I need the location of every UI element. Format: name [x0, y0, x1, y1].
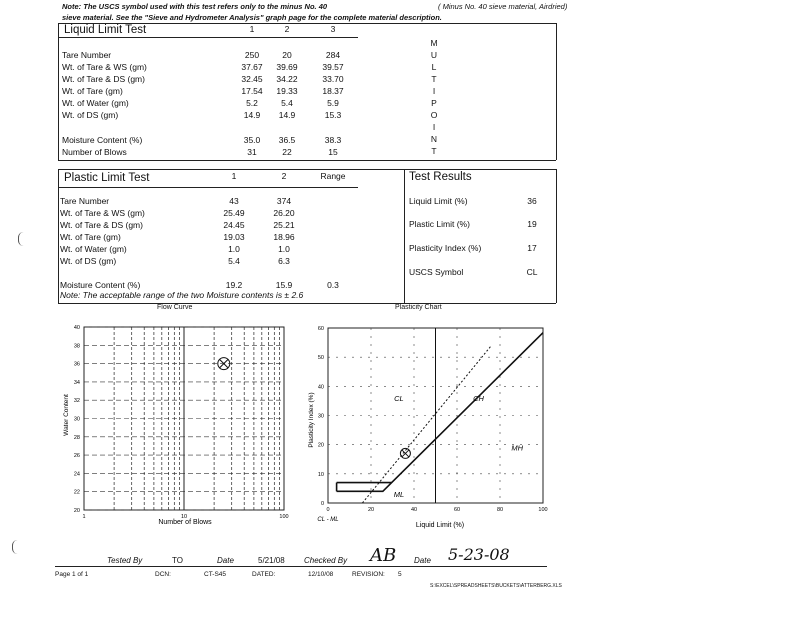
pc-xtick-label: 60 [453, 507, 461, 513]
pc-xtick-label: 100 [538, 507, 548, 513]
flow-ytick-label: 20 [73, 508, 80, 514]
file-path: S:\EXCEL\SPREADSHEETS\BUCKETS\ATTERBERG.XLS [430, 583, 562, 589]
dated-label: DATED: [252, 571, 276, 578]
checked-date-label: Date [414, 556, 431, 565]
ll-cell: 284 [325, 50, 341, 60]
pl-moisture-cell: 19.2 [225, 280, 243, 290]
test-result-value: 17 [527, 243, 537, 253]
pl-cell: 1.0 [278, 244, 290, 254]
plastic-limit-title: Plastic Limit Test [64, 172, 150, 184]
pl-row-label: Wt. of Water (gm) [60, 244, 127, 254]
pl-cell: 374 [276, 196, 292, 206]
pl-col-header: 1 [231, 171, 237, 181]
ll-cell: 19.33 [276, 86, 298, 96]
pl-cell: 43 [229, 196, 239, 206]
ll-row-label: Number of Blows [62, 147, 127, 157]
pl-cell: 25.21 [273, 220, 295, 230]
test-result-label: Plastic Limit (%) [409, 219, 470, 229]
ll-cell: 15 [328, 147, 338, 157]
pl-moisture-cell: 0.3 [327, 280, 339, 290]
flow-xlabel: Number of Blows [158, 519, 212, 525]
ll-col-header: 2 [284, 24, 290, 34]
ll-col-header: 3 [330, 24, 336, 34]
range-note: Note: The acceptable range of the two Moisture contents is ± 2.6 [60, 290, 304, 300]
multipoint-letter: N [430, 134, 438, 144]
ll-row-label: Moisture Content (%) [62, 135, 143, 145]
ll-cell: 5.9 [327, 98, 339, 108]
ll-cell: 5.2 [246, 98, 258, 108]
test-result-value: 19 [527, 219, 537, 229]
pc-ytick-label: 10 [317, 471, 324, 478]
pl-cell: 6.3 [278, 256, 290, 266]
pc-xtick-label: 20 [367, 507, 375, 513]
pl-moisture-label: Moisture Content (%) [60, 280, 141, 290]
flow-ytick-label: 22 [73, 489, 80, 496]
dated-value: 12/10/08 [308, 571, 334, 578]
pl-row-label: Tare Number [60, 196, 110, 206]
tested-by-label: Tested By [107, 556, 143, 565]
flow-ytick-label: 28 [73, 434, 80, 441]
pl-cell: 25.49 [223, 208, 245, 218]
plasticity-chart-title: Plasticity Chart [395, 304, 442, 311]
flow-xtick-label: 1 [82, 514, 86, 520]
doc-label: DCN: [155, 571, 171, 578]
test-result-label: Plasticity Index (%) [409, 243, 482, 253]
ll-cell: 34.22 [276, 74, 298, 84]
pc-ytick-label: 20 [317, 442, 324, 449]
pl-cell: 18.96 [273, 232, 295, 242]
pc-xtick-label: 40 [410, 507, 418, 513]
flow-ytick-label: 30 [73, 416, 80, 423]
note-line1-right: ( Minus No. 40 sieve material, Airdried) [438, 2, 568, 11]
pc-region-label: CH [473, 393, 484, 403]
checked-date: 5-23-08 [448, 545, 510, 564]
multipoint-letter: I [432, 86, 436, 96]
punch-hole-mark [12, 540, 23, 554]
flow-xtick-label: 100 [279, 514, 289, 520]
test-results-title: Test Results [409, 171, 472, 183]
flow-ytick-label: 36 [73, 361, 80, 368]
multipoint-letter: I [432, 122, 436, 132]
ll-cell: 35.0 [243, 135, 261, 145]
tested-by: TO [172, 556, 183, 565]
ll-cell: 39.57 [322, 62, 344, 72]
ll-cell: 15.3 [324, 110, 342, 120]
flow-xtick-label: 10 [180, 514, 188, 520]
test-result-label: USCS Symbol [409, 267, 464, 277]
pc-ytick-label: 50 [317, 355, 324, 362]
revision-label: REVISION: [352, 571, 385, 578]
pc-xtick-label: 0 [326, 507, 330, 513]
flow-ytick-label: 24 [73, 471, 80, 478]
pc-xtick-label: 80 [496, 507, 504, 513]
pc-u-line [362, 346, 491, 504]
ll-row-label: Tare Number [62, 50, 112, 60]
ll-row-label: Wt. of Tare & DS (gm) [62, 74, 145, 84]
pc-ytick-label: 40 [317, 384, 324, 391]
ll-cell: 250 [244, 50, 260, 60]
multipoint-letter: L [431, 62, 437, 72]
note-line1: Note: The USCS symbol used with this test refers only to the minus No. 40 [62, 2, 328, 11]
pl-cell: 24.45 [223, 220, 245, 230]
ll-cell: 31 [247, 147, 257, 157]
pc-ytick-label: 0 [320, 501, 324, 507]
pc-region-label: ML [393, 490, 405, 500]
multipoint-letter: P [431, 98, 437, 108]
ll-cell: 20 [282, 50, 292, 60]
liquid-limit-title: Liquid Limit Test [64, 24, 147, 36]
multipoint-letter: U [430, 50, 438, 60]
plasticity-chart [300, 315, 558, 533]
pc-region-label: CL - ML [317, 517, 339, 523]
checked-by-signature: AB [370, 545, 397, 566]
test-result-value: CL [526, 267, 538, 277]
date-label: Date [217, 556, 234, 565]
pc-ytick-label: 30 [317, 413, 324, 420]
flow-ytick-label: 38 [73, 343, 80, 350]
ll-cell: 5.4 [281, 98, 293, 108]
multipoint-letter: T [431, 74, 437, 84]
multipoint-letter: O [430, 110, 438, 120]
pc-region-label: MH [511, 443, 524, 453]
pc-ylabel: Plasticity Index (%) [308, 392, 315, 448]
page-number: Page 1 of 1 [55, 571, 89, 578]
pl-moisture-cell: 15.9 [275, 280, 293, 290]
flow-ytick-label: 40 [73, 325, 80, 331]
flow-ylabel: Water Content [63, 394, 70, 436]
ll-row-label: Wt. of Tare (gm) [62, 86, 123, 96]
pl-row-label: Wt. of Tare & WS (gm) [60, 208, 145, 218]
ll-cell: 18.37 [322, 86, 344, 96]
ll-col-header: 1 [249, 24, 255, 34]
ll-row-label: Wt. of Water (gm) [62, 98, 129, 108]
flow-ytick-label: 32 [73, 398, 80, 405]
pl-row-label: Wt. of Tare & DS (gm) [60, 220, 143, 230]
ll-cell: 22 [282, 147, 292, 157]
pc-ytick-label: 60 [317, 326, 324, 332]
pl-row-label: Wt. of DS (gm) [60, 256, 117, 266]
doc-number: CT-S45 [204, 571, 227, 578]
ll-cell: 14.9 [278, 110, 296, 120]
pl-col-header: Range [320, 171, 346, 181]
multipoint-letter: T [431, 146, 437, 156]
flow-curve-chart [55, 315, 300, 525]
pl-cell: 5.4 [228, 256, 240, 266]
ll-cell: 37.67 [241, 62, 263, 72]
ll-cell: 32.45 [241, 74, 263, 84]
pl-cell: 1.0 [228, 244, 240, 254]
pc-a-line [337, 333, 543, 492]
multipoint-letter: M [430, 38, 438, 48]
test-result-value: 36 [527, 196, 537, 206]
pc-xlabel: Liquid Limit (%) [415, 522, 465, 529]
flow-curve-title: Flow Curve [157, 304, 193, 311]
note-line2: sieve material. See the "Sieve and Hydrometer Analysis" graph page for the complete material description. [62, 13, 442, 22]
ll-cell: 39.69 [276, 62, 298, 72]
punch-hole-mark [18, 232, 29, 246]
pl-row-label: Wt. of Tare (gm) [60, 232, 121, 242]
ll-cell: 17.54 [241, 86, 263, 96]
pl-cell: 19.03 [223, 232, 245, 242]
flow-ytick-label: 26 [73, 453, 80, 460]
pl-cell: 26.20 [273, 208, 295, 218]
pc-region-label: CL [394, 393, 404, 403]
checked-by-label: Checked By [304, 556, 348, 565]
ll-cell: 33.70 [322, 74, 344, 84]
flow-ytick-label: 34 [73, 379, 80, 386]
pl-col-header: 2 [281, 171, 287, 181]
ll-row-label: Wt. of DS (gm) [62, 110, 119, 120]
ll-cell: 36.5 [278, 135, 296, 145]
test-result-label: Liquid Limit (%) [409, 196, 468, 206]
test-date: 5/21/08 [258, 556, 285, 565]
ll-row-label: Wt. of Tare & WS (gm) [62, 62, 147, 72]
ll-cell: 38.3 [324, 135, 342, 145]
revision-value: 5 [398, 571, 402, 578]
ll-cell: 14.9 [243, 110, 261, 120]
